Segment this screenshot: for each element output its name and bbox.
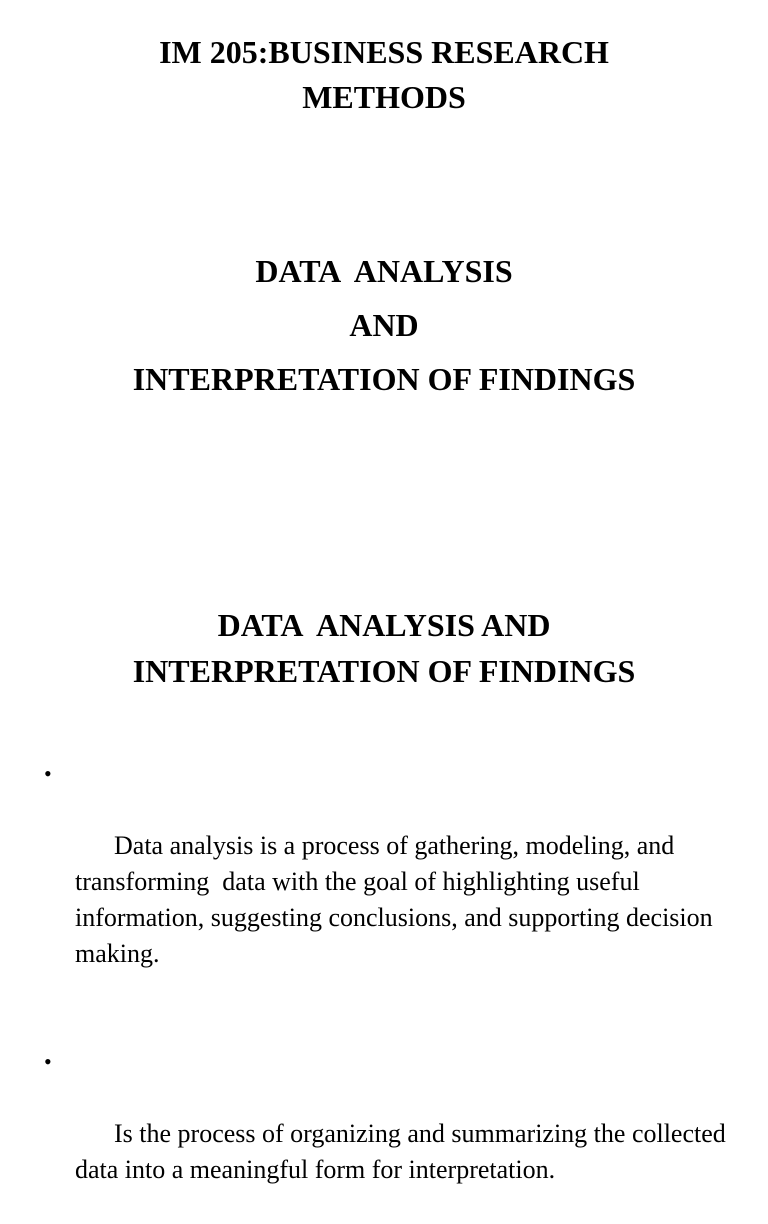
heading-line: INTERPRETATION OF FINDINGS [132,361,636,397]
bullet-item [0,756,768,1008]
course-title-line: IM 205:BUSINESS RESEARCH [159,34,609,70]
course-title [0,30,768,120]
slide-2 [0,560,768,1184]
slide-2-heading [0,602,768,694]
bullet-icon: • [44,761,52,786]
course-title-line: METHODS [302,79,466,115]
heading-line: DATA ANALYSIS AND [217,607,551,643]
bullet-icon: • [44,1049,52,1074]
heading-line: AND [349,307,419,343]
heading-line: DATA ANALYSIS [255,253,513,289]
bullet-text: Is the process of organizing and summarizing the collected data into a meaningful form for interpretation. [75,1119,733,1184]
bullet-item [0,1044,768,1224]
bullet-list [0,756,768,1224]
slide-1-heading [0,244,768,406]
slide-1 [0,0,768,560]
heading-line: INTERPRETATION OF FINDINGS [132,653,636,689]
bullet-text: Data analysis is a process of gathering, modeling, and transforming data with the goal of highlighting useful information, suggesting conclusions, and supporting decision making. [75,831,720,968]
